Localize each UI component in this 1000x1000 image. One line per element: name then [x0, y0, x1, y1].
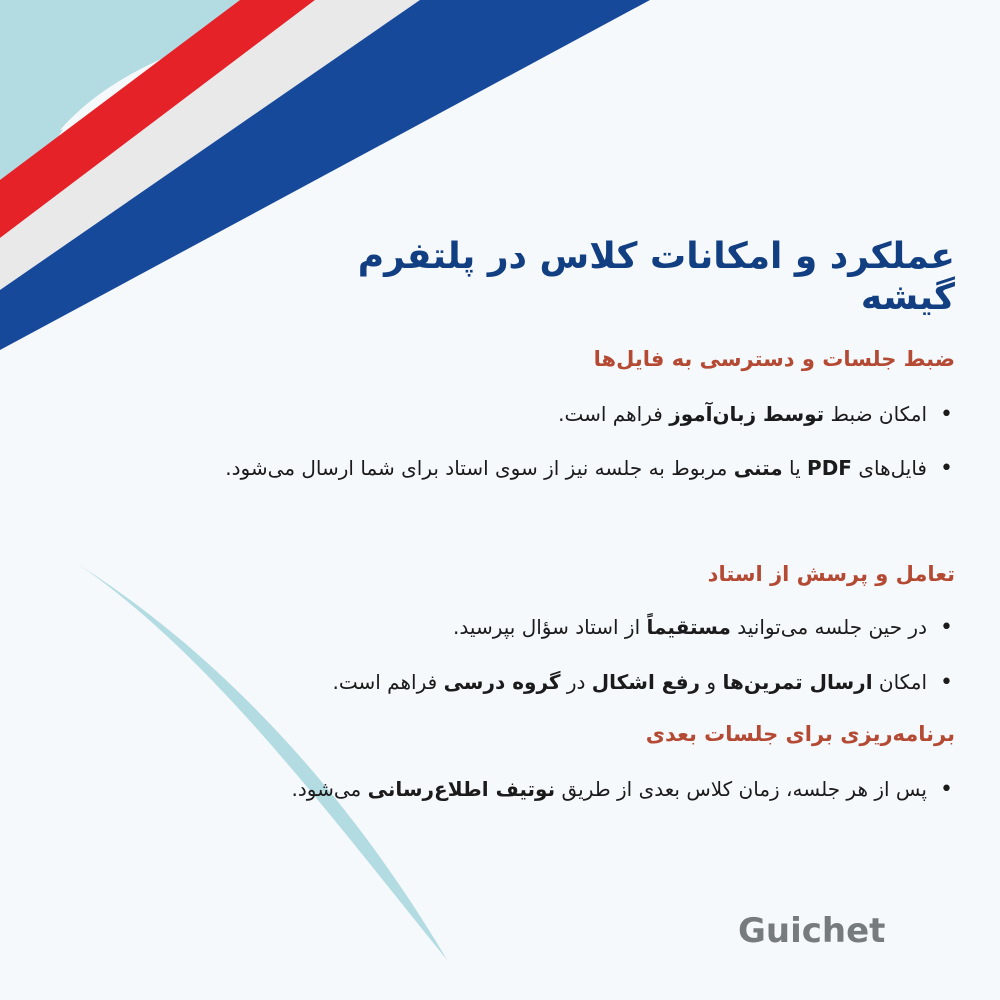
section-heading-recording: ضبط جلسات و دسترسی به فایل‌ها: [593, 347, 955, 371]
bullet-icon: •: [940, 777, 953, 802]
section-heading-interaction: تعامل و پرسش از استاد: [707, 562, 955, 586]
page-title: عملکرد و امکانات کلاس در پلتفرم گیشه: [357, 236, 955, 318]
list-item: •در حین جلسه می‌توانید مستقیماً از استاد سؤال بپرسید.: [133, 600, 953, 655]
list-item: •امکان ضبط توسط زبان‌آموز فراهم است.: [133, 387, 953, 442]
list-item: •فایل‌های PDF یا متنی مربوط به جلسه نیز از سوی استاد برای شما ارسال می‌شود.: [133, 441, 953, 496]
section-heading-planning: برنامه‌ریزی برای جلسات بعدی: [645, 722, 955, 746]
list-item: •پس از هر جلسه، زمان کلاس بعدی از طریق نوتیف اطلاع‌رسانی می‌شود.: [133, 762, 953, 817]
brand-logo-text: Guichet: [738, 911, 886, 951]
list-item: •امکان ارسال تمرین‌ها و رفع اشکال در گروه درسی فراهم است.: [133, 655, 953, 710]
bullet-icon: •: [940, 402, 953, 427]
bullet-icon: •: [940, 456, 953, 481]
bullet-icon: •: [940, 670, 953, 695]
bullet-icon: •: [940, 615, 953, 640]
